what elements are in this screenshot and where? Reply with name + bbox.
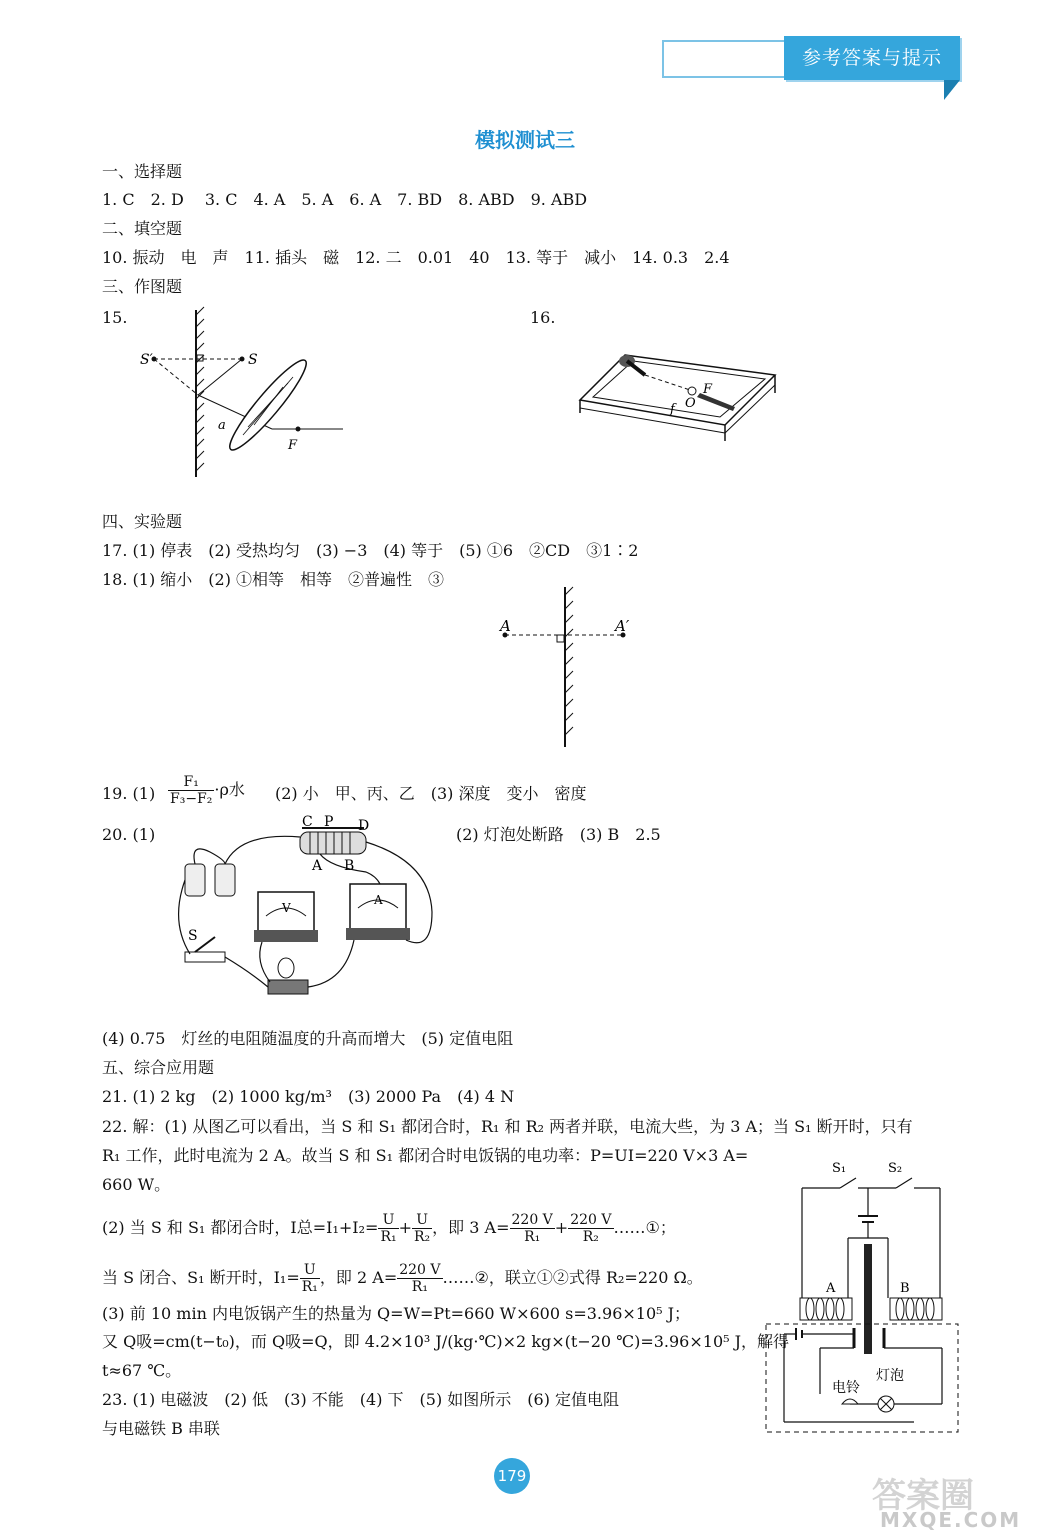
frac-u-r1-num: U [378,1212,398,1229]
frac-v-r1b-num: 220 V [399,1262,441,1278]
frac-u-r1b-num: U [300,1262,320,1279]
fig20-label-a: A [312,858,323,874]
q23-line-2: 与电磁铁 B 串联 [102,1419,220,1438]
fig16-label-f: f [670,402,675,417]
header-empty-box [662,40,786,78]
answers-q20-4: (4) 0.75 灯丝的电阻随温度的升高而增大 (5) 定值电阻 [102,1029,514,1048]
q22-line-8: t≈67 ℃。 [102,1361,182,1380]
q22-line-4: (2) 当 S 和 S₁ 都闭合时，I总=I₁+I₂= $\frac{U}{\text{R₁}}$ + $\frac{U}{\text{R₂}}$ ，即 3 A= $\frac{220 V}{\text{R₁}}$ + $\frac{220 V}{\text{R₂}}$ ……①； [102,1212,676,1245]
fig23-label-bulb: 灯泡 [876,1368,904,1384]
answers-q18: 18. (1) 缩小 (2) ①相等 相等 ②普遍性 ③ [102,570,445,589]
frac-u-r2-num: U [412,1212,432,1229]
page-title: 模拟测试三 [475,128,575,152]
fig23-label-a: A [826,1281,836,1296]
answers-choice: 1. C 2. D 3. C 4. A 5. A 6. A 7. BD 8. ABD 9. ABD [102,190,588,209]
frac-v-r2-num: 220 V [570,1212,612,1228]
fig23-label-s2: S₂ [888,1161,903,1176]
section-drawing: 三、作图题 [102,277,183,296]
fig20-label-b: B [344,858,355,874]
q22-line-5 [102,1262,703,1295]
section-application: 五、综合应用题 [102,1058,215,1077]
fig15-label-s: S [248,352,258,368]
frac-u-r1-den: R₁ [380,1229,397,1245]
q19-label: 19. (1) [102,784,156,803]
section-experiment: 四、实验题 [102,512,183,531]
figure-23-relay-circuit [762,1158,962,1438]
figure-15-lens-diagram [138,305,353,480]
q22-line-6: (3) 前 10 min 内电饭锅产生的热量为 Q=W=Pt=660 W×600 s=3.96×10⁵ J； [102,1304,691,1323]
page-number: 179 [494,1458,530,1494]
frac-v-r2-den: R₂ [582,1229,599,1245]
frac-u-r1b-den: R₁ [301,1279,318,1295]
header-fold-decoration [944,80,960,100]
q22-line-4c: ……①； [613,1218,676,1237]
q22-line-7: 又 Q吸=cm(t−t₀)，而 Q吸=Q，即 4.2×10³ J/(kg·℃)×2 kg×(t−20 ℃)=3.96×10⁵ J，解得 [102,1332,790,1351]
figure-20-circuit-diagram [170,812,435,1002]
fig18-label-a: A [500,617,511,635]
q16-label: 16. [530,308,556,327]
fig16-label-o: O [685,396,696,411]
fig16-label-F: F [703,382,713,397]
fig15-label-sprime: S′ [140,352,153,368]
figure-18-mirror-diagram [495,585,635,750]
q19-fraction [168,774,245,807]
fig20-label-s: S [188,928,198,944]
answers-fill: 10. 振动 电 声 11. 插头 磁 12. 二 0.01 40 13. 等于 减小 14. 0.3 2.4 [102,248,730,267]
fig15-label-a: a [218,418,226,433]
answers-q20-right: (2) 灯泡处断路 (3) B 2.5 [456,825,661,844]
answers-q21: 21. (1) 2 kg (2) 1000 kg/m³ (3) 2000 Pa (4) 4 N [102,1087,515,1106]
section-fill: 二、填空题 [102,219,183,238]
fig23-label-bell: 电铃 [832,1380,860,1396]
fig20-label-c: C [302,814,313,830]
q22-line-4a: (2) 当 S 和 S₁ 都闭合时，I总=I₁+I₂= [102,1218,379,1237]
frac-v-r1b-den: R₁ [411,1279,428,1295]
section-choice: 一、选择题 [102,162,183,181]
fig23-label-s1: S₁ [832,1161,847,1176]
header-badge: 参考答案与提示 [784,36,960,80]
frac-v-r1-num: 220 V [511,1212,553,1228]
frac-u-r2-den: R₂ [414,1229,431,1245]
fig23-label-b: B [900,1281,910,1296]
q22-line-5c: ……②，联立①②式得 R₂=220 Ω。 [442,1268,703,1287]
q22-line-5a: 当 S 闭合、S₁ 断开时，I₁= [102,1268,300,1287]
fig20-label-d: D [358,818,370,834]
watermark-logo: 答案圈 [872,1476,974,1516]
q22-line-2: R₁ 工作，此时电流为 2 A。故当 S 和 S₁ 都闭合时电饭锅的电功率：P=UI=220 V×3 A= [102,1146,749,1165]
q19-frac-den: F₃−F₂ [170,791,213,807]
q22-line-3: 660 W。 [102,1175,171,1194]
q22-line-5b: ，即 2 A= [319,1268,398,1287]
answers-q19: (2) 小 甲、丙、乙 (3) 深度 变小 密度 [275,784,587,803]
q20-label: 20. (1) [102,825,156,844]
q15-label: 15. [102,308,128,327]
fig18-label-aprime: A′ [615,617,630,635]
fig20-label-ammeter: A [374,893,383,907]
q22-line-1: 22. 解：(1) 从图乙可以看出，当 S 和 S₁ 都闭合时，R₁ 和 R₂ 两者并联，电流大些，为 3 A；当 S₁ 断开时，只有 [102,1117,913,1136]
watermark-url: MXQE.COM [880,1508,1022,1532]
answers-q17: 17. (1) 停表 (2) 受热均匀 (3) −3 (4) 等于 (5) ①6 ②CD ③1∶2 [102,541,639,560]
fig20-label-v: V [282,901,291,915]
q19-frac-tail: ·ρ水 [214,780,245,799]
q23-line-1: 23. (1) 电磁波 (2) 低 (3) 不能 (4) 下 (5) 如图所示 (6) 定值电阻 [102,1390,620,1409]
fig15-label-f: F [288,438,298,453]
fig20-label-p: P [324,814,334,830]
q22-line-4b: ，即 3 A= [432,1218,510,1237]
figure-16-table-diagram [575,345,780,443]
frac-v-r1-den: R₁ [524,1229,541,1245]
q19-frac-num: F₁ [168,774,214,791]
